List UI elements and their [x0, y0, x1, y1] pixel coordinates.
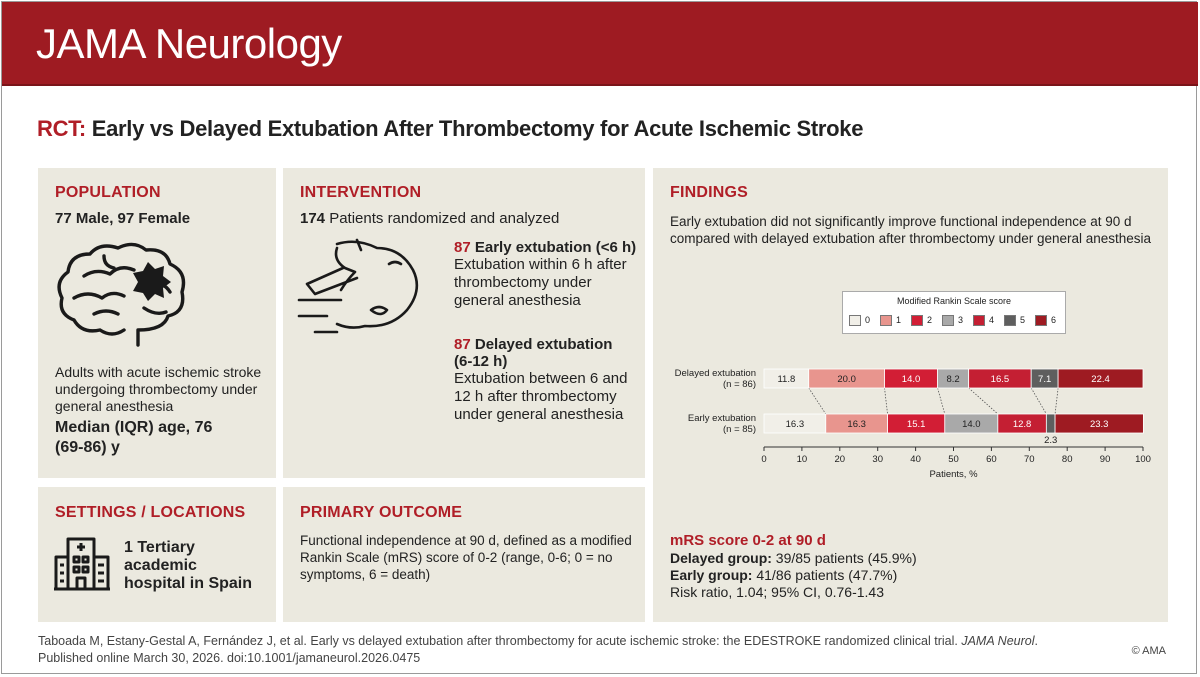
citation-line-1 — [38, 633, 1038, 650]
delayed-arm-title: Delayed extubation — [470, 336, 613, 353]
population-panel — [38, 168, 276, 478]
findings-heading: FINDINGS — [670, 184, 749, 201]
population-age-line2: (69-86) y — [55, 439, 120, 456]
page-title — [37, 116, 863, 142]
journal-title: JAMA Neurology — [36, 20, 342, 67]
x-tick-label: 40 — [910, 454, 921, 465]
brain-icon — [54, 242, 192, 350]
early-arm-label — [454, 239, 636, 256]
findings-risk-ratio: Risk ratio, 1.04; 95% CI, 0.76-1.43 — [670, 584, 884, 600]
connector-line — [885, 388, 888, 414]
legend-swatch-0 — [849, 315, 861, 326]
legend-label-0: 0 — [865, 315, 871, 325]
settings-line: academic — [124, 557, 197, 574]
primary-outcome-line: symptoms, 6 = death) — [300, 567, 431, 582]
primary-outcome-panel — [283, 487, 645, 622]
citation-journal: JAMA Neurol — [961, 634, 1035, 648]
population-heading: POPULATION — [55, 184, 161, 201]
connector-line — [969, 388, 998, 414]
data-label: 23.3 — [1089, 419, 1109, 430]
legend-swatch-4 — [973, 315, 985, 326]
connector-line — [809, 388, 826, 414]
legend-swatch-1 — [880, 315, 892, 326]
data-label: 14.0 — [962, 419, 981, 430]
row-label: Delayed extubation — [674, 368, 756, 379]
legend-label-4: 4 — [989, 315, 995, 325]
intervention-heading: INTERVENTION — [300, 184, 422, 201]
title-prefix: RCT: — [37, 116, 86, 141]
title-text: Early vs Delayed Extubation After Thrombectomy for Acute Ischemic Stroke — [85, 116, 864, 141]
delayed-arm-window: (6-12 h) — [454, 353, 508, 370]
x-tick-label: 30 — [872, 454, 883, 465]
intervention-total-n: 174 — [300, 210, 326, 227]
x-tick-label: 70 — [1024, 454, 1035, 465]
primary-outcome-text — [300, 532, 632, 583]
data-label: 8.2 — [946, 374, 960, 385]
x-tick-label: 50 — [948, 454, 959, 465]
settings-line: 1 Tertiary — [124, 539, 195, 556]
data-label: 16.3 — [785, 419, 805, 430]
legend-swatch-3 — [942, 315, 954, 326]
settings-panel — [38, 487, 276, 622]
x-tick-label: 90 — [1099, 454, 1111, 465]
delayed-arm-n: 87 — [454, 336, 471, 353]
findings-summary — [670, 213, 1151, 247]
row-n-label: (n = 86) — [722, 379, 756, 390]
x-tick-label: 20 — [834, 454, 846, 465]
population-sex: 77 Male, 97 Female — [55, 210, 191, 227]
primary-outcome-line: Rankin Scale (mRS) score of 0-2 (range, 0-6; 0 = no — [300, 550, 613, 565]
legend-label-6: 6 — [1051, 315, 1057, 325]
findings-summary-line: Early extubation did not significantly improve functional independence at 90 d — [670, 214, 1132, 229]
legend-swatch-6 — [1035, 315, 1047, 326]
bar-segment-mrs-5 — [1046, 414, 1055, 433]
early-group-label: Early group: — [670, 567, 753, 583]
legend-label-3: 3 — [958, 315, 964, 325]
data-label: 14.0 — [901, 374, 921, 385]
primary-outcome-line: Functional independence at 90 d, defined as a modified — [300, 533, 632, 548]
citation-line-2: Published online March 30, 2026. doi:10.1001/jamaneurol.2026.0475 — [38, 651, 421, 665]
delayed-desc-line: Extubation between 6 and — [454, 370, 628, 387]
x-axis-label: Patients, % — [929, 469, 978, 480]
delayed-desc-line: 12 h after thrombectomy — [454, 388, 617, 405]
settings-heading: SETTINGS / LOCATIONS — [55, 504, 246, 521]
journal-header — [2, 2, 1198, 84]
data-label: 11.8 — [777, 374, 796, 385]
early-arm-n: 87 — [454, 239, 471, 256]
legend-title: Modified Rankin Scale score — [896, 296, 1012, 306]
connector-line — [1055, 388, 1058, 414]
header-rule — [2, 84, 1198, 86]
row-label: Early extubation — [687, 413, 756, 424]
findings-early-result — [670, 567, 897, 584]
early-arm-description — [454, 256, 627, 310]
data-label: 16.5 — [990, 374, 1010, 385]
citation-period: . — [1034, 634, 1038, 648]
citation-authors: Taboada M, Estany-Gestal A, Fernández J, et al. Early vs delayed extubation after thrombectomy for acute ischemic stroke: the EDESTROKE randomized clinical trial. — [38, 634, 962, 648]
x-tick-label: 80 — [1061, 454, 1073, 465]
intervention-panel — [283, 168, 645, 478]
connector-line — [1031, 388, 1046, 414]
delayed-group-label: Delayed group: — [670, 550, 772, 566]
early-desc-line: general anesthesia — [454, 292, 581, 309]
findings-result-heading: mRS score 0-2 at 90 d — [670, 532, 826, 549]
legend-label-5: 5 — [1020, 315, 1026, 325]
hospital-building-icon — [54, 535, 110, 591]
population-age-line1: Median (IQR) age, 76 — [55, 419, 213, 436]
x-tick-label: 100 — [1135, 454, 1151, 465]
findings-summary-line: compared with delayed extubation after thrombectomy under general anesthesia — [670, 231, 1152, 246]
data-label: 12.8 — [1012, 419, 1032, 430]
intervention-total-text: Patients randomized and analyzed — [325, 210, 560, 227]
x-tick-label: 0 — [761, 454, 767, 465]
legend-label-1: 1 — [896, 315, 902, 325]
legend-swatch-5 — [1004, 315, 1016, 326]
x-tick-label: 10 — [796, 454, 808, 465]
data-label: 2.3 — [1044, 435, 1058, 446]
citation — [38, 633, 1038, 667]
mrs-stacked-bar-chart — [655, 355, 1165, 485]
intervention-total — [300, 210, 559, 227]
data-label: 22.4 — [1091, 374, 1110, 385]
connector-line — [938, 388, 945, 414]
data-label: 16.3 — [847, 419, 866, 430]
early-desc-line: thrombectomy under — [454, 274, 592, 291]
legend-swatch-2 — [911, 315, 923, 326]
settings-location — [124, 539, 252, 593]
x-tick-label: 60 — [986, 454, 997, 465]
delayed-arm-label — [454, 336, 612, 353]
settings-line: hospital in Spain — [124, 575, 253, 592]
findings-delayed-result — [670, 550, 917, 567]
delayed-arm-description — [454, 370, 627, 424]
copyright: © AMA — [1131, 645, 1166, 657]
early-group-value: 41/86 patients (47.7%) — [752, 567, 898, 583]
chart-legend — [842, 291, 1066, 334]
delayed-desc-line: under general anesthesia — [454, 406, 624, 423]
row-n-label: (n = 85) — [722, 424, 756, 435]
data-label: 20.0 — [837, 374, 856, 385]
delayed-group-value: 39/85 patients (45.9%) — [771, 550, 917, 566]
data-label: 15.1 — [906, 419, 926, 430]
legend-label-2: 2 — [927, 315, 933, 325]
early-desc-line: Extubation within 6 h after — [454, 256, 627, 273]
primary-outcome-heading: PRIMARY OUTCOME — [300, 504, 463, 521]
population-description: Adults with acute ischemic stroke undergoing thrombectomy under general anesthesia — [55, 364, 262, 414]
early-arm-title: Early extubation (<6 h) — [470, 239, 637, 256]
data-label: 7.1 — [1038, 374, 1052, 385]
intubated-patient-icon — [297, 238, 435, 338]
